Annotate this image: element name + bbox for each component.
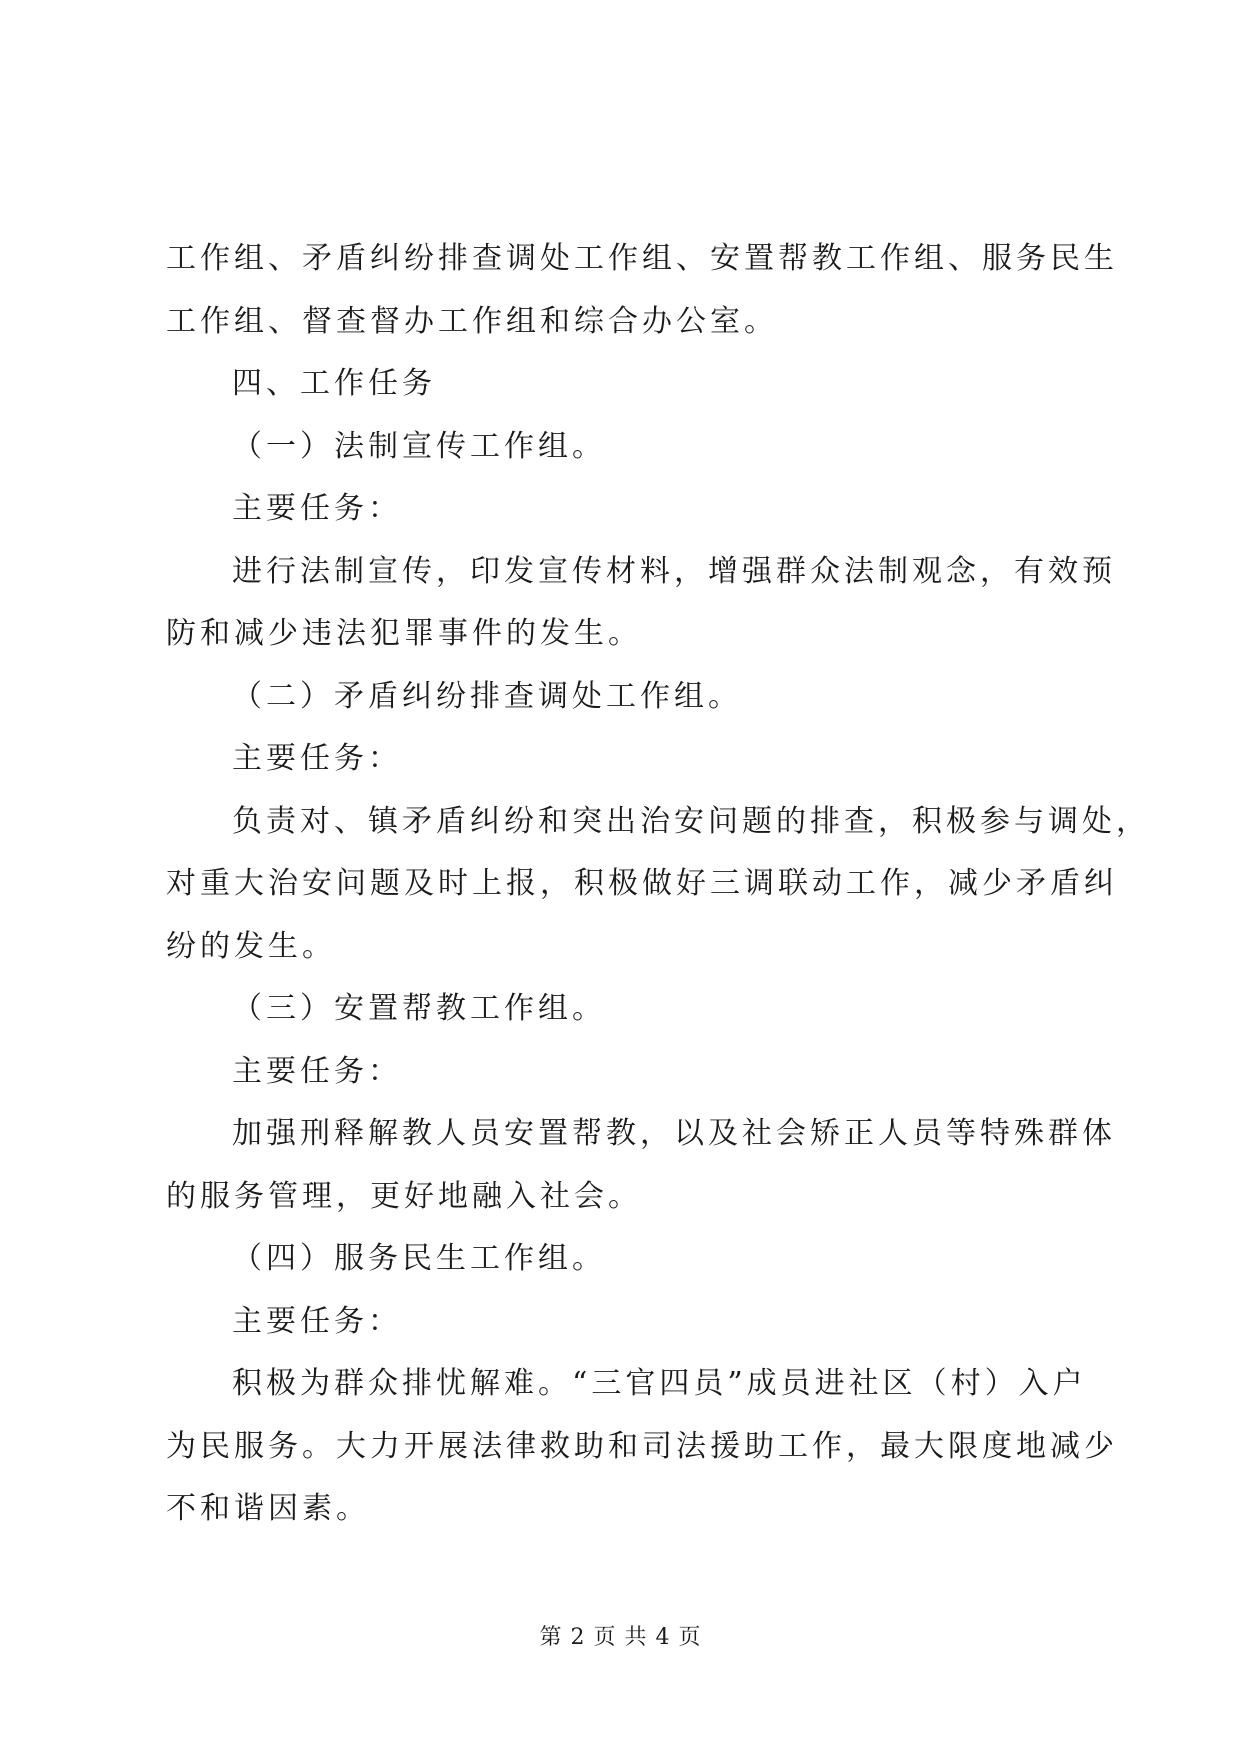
section-heading: 四、工作任务	[232, 366, 436, 401]
text-line: 不和谐因素。	[166, 1491, 370, 1526]
text-line: 的服务管理，更好地融入社会。	[166, 1178, 642, 1214]
text-line: 积极为群众排忧解难。“三官四员”成员进社区（村）入户	[232, 1366, 1087, 1401]
subsection-heading: （二）矛盾纠纷排查调处工作组。	[232, 678, 742, 714]
subsection-heading: （三）安置帮教工作组。	[232, 991, 606, 1026]
task-label: 主要任务：	[232, 1303, 402, 1339]
subsection-heading: （一）法制宣传工作组。	[232, 428, 606, 464]
text-line: 加强刑释解教人员安置帮教，以及社会矫正人员等特殊群体	[232, 1116, 1116, 1151]
task-label: 主要任务：	[232, 1053, 402, 1089]
text-line: 工作组、督查督办工作组和综合办公室。	[166, 303, 778, 339]
task-label: 主要任务：	[232, 491, 402, 526]
text-line: 防和减少违法犯罪事件的发生。	[166, 616, 642, 651]
task-label: 主要任务：	[232, 741, 402, 776]
text-line: 负责对、镇矛盾纠纷和突出治安问题的排查，积极参与调处，	[232, 803, 1150, 839]
subsection-heading: （四）服务民生工作组。	[232, 1241, 606, 1276]
text-line: 对重大治安问题及时上报，积极做好三调联动工作，减少矛盾纠	[166, 866, 1118, 901]
text-line: 工作组、矛盾纠纷排查调处工作组、安置帮教工作组、服务民生	[166, 241, 1118, 276]
text-line: 进行法制宣传，印发宣传材料，增强群众法制观念，有效预	[232, 553, 1116, 589]
text-line: 为民服务。大力开展法律救助和司法援助工作，最大限度地减少	[166, 1428, 1118, 1464]
document-body	[166, 228, 1150, 1541]
page-number-footer: 第 2 页 共 4 页	[539, 1625, 702, 1650]
text-line: 纷的发生。	[166, 928, 336, 964]
